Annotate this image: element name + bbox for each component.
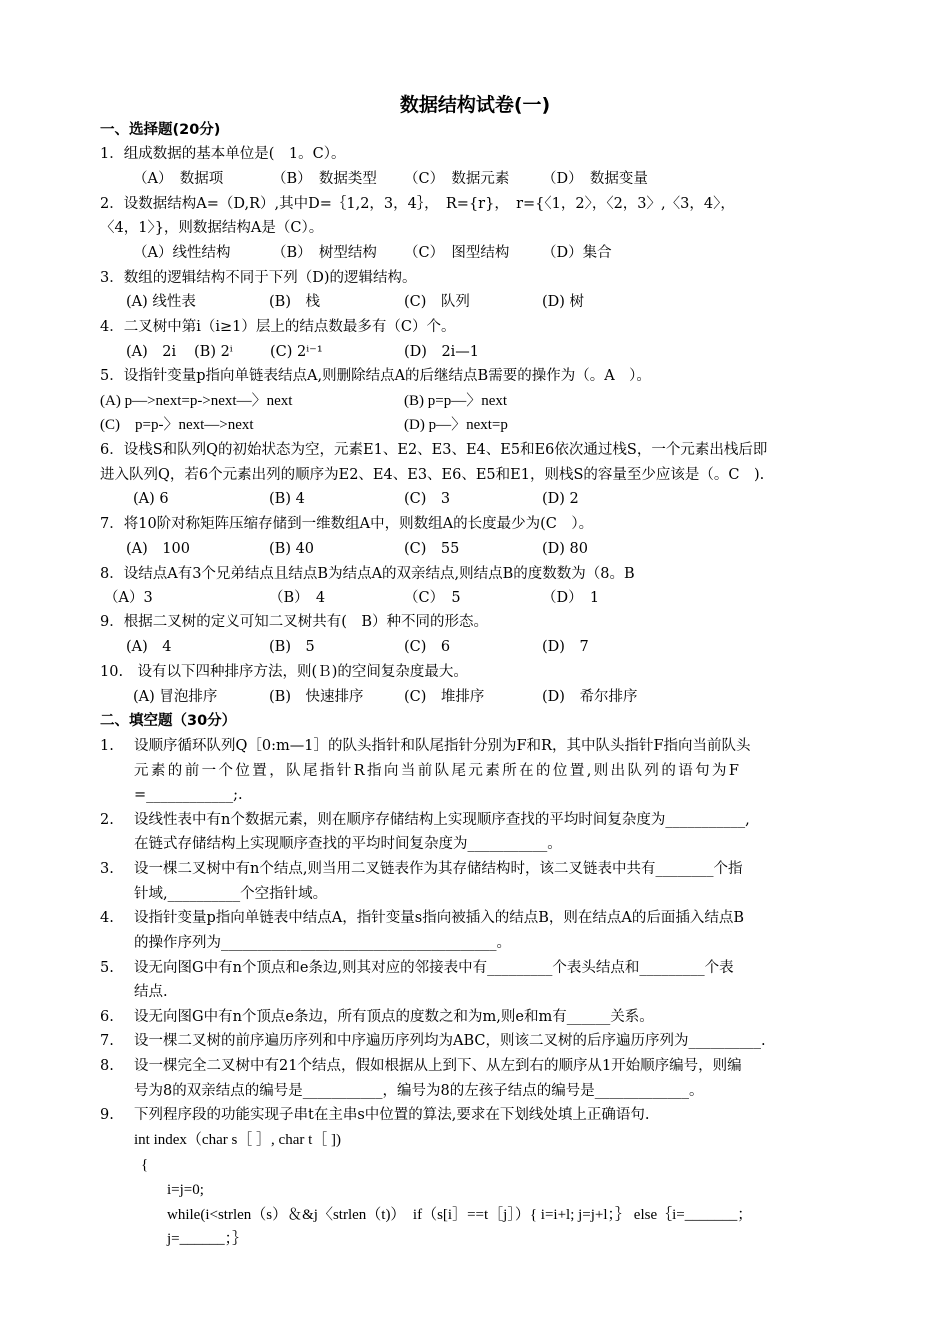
- question-4-option-d: (D) 2i—1: [404, 344, 480, 360]
- question-8-option-d: （D） 1: [542, 590, 600, 606]
- page-title: 数据结构试卷(一): [399, 94, 551, 116]
- question-2-option-c: （C） 图型结构: [404, 245, 510, 261]
- question-1-option-d: （D） 数据变量: [542, 171, 648, 187]
- code-line-while: while(i<strlen（s）＆&j〈strlen（t)） if（s[i］==t［j］）{ i=i+l; j=j+l；｝ else｛i=_______；: [167, 1207, 753, 1223]
- question-1-option-b: （B） 数据类型: [272, 171, 377, 187]
- question-2-option-d: （D）集合: [542, 245, 612, 261]
- question-7-option-b: (B) 40: [269, 541, 315, 557]
- question-1-stem: 1．组成数据的基本单位是( 1。C）。: [100, 146, 346, 162]
- code-line-signature: int index（char s［ ］, char t［ ]): [134, 1132, 342, 1148]
- question-7-option-a: (A) 100: [126, 541, 190, 557]
- question-5-option-b: (B) p=p—〉next: [404, 393, 508, 409]
- fill-3-line-2: 针域,__________个空指针域。: [134, 886, 328, 902]
- question-10-option-b: (B) 快速排序: [269, 689, 364, 705]
- question-10-option-d: (D) 希尔排序: [542, 689, 638, 705]
- question-7-option-d: (D) 80: [542, 541, 588, 557]
- question-4-option-b: (B) 2ⁱ: [194, 344, 233, 360]
- question-3-option-d: (D) 树: [542, 294, 585, 310]
- question-7-stem: 7．将10阶对称矩阵压缩存储到一维数组A中，则数组A的长度最少为(C ）。: [100, 516, 594, 532]
- code-line-open-brace: {: [141, 1157, 149, 1173]
- fill-8-number: 8.: [100, 1058, 114, 1074]
- fill-4-line-2: 的操作序列为______________________________________。: [134, 935, 511, 951]
- question-10-stem: 10. 设有以下四种排序方法，则(Ｂ)的空间复杂度最大。: [100, 664, 468, 680]
- fill-8-line-2: 号为8的双亲结点的编号是___________，编号为8的左孩子结点的编号是_____________。: [134, 1083, 704, 1099]
- question-4-stem: 4．二叉树中第i（i≥1）层上的结点数最多有（C）个。: [100, 319, 456, 335]
- fill-1-line-1: 设顺序循环队列Q［0:m—1］的队头指针和队尾指针分别为F和R，其中队头指针F指向当前队头: [134, 738, 751, 754]
- question-5-option-c: (C) p=p-〉next—>next: [100, 417, 254, 433]
- question-1-option-a: （A） 数据项: [133, 171, 224, 187]
- question-9-option-b: (B) 5: [269, 639, 315, 655]
- question-9-option-d: (D) 7: [542, 639, 589, 655]
- question-3-option-c: (C) 队列: [404, 294, 470, 310]
- fill-2-number: 2.: [100, 812, 114, 828]
- fill-5-line-1: 设无向图G中有n个顶点和e条边,则其对应的邻接表中有_________个表头结点和_________个表: [134, 960, 734, 976]
- fill-section-header: 二、填空题（30分）: [100, 713, 237, 729]
- question-5-stem: 5．设指针变量p指向单链表结点A,则删除结点A的后继结点B需要的操作为（。A ）。: [100, 368, 651, 384]
- question-8-option-c: （C） 5: [404, 590, 461, 606]
- code-line-else-j: j=______；｝: [167, 1231, 248, 1247]
- question-2-option-b: （B） 树型结构: [272, 245, 377, 261]
- question-4-option-c: (C) 2ⁱ⁻¹: [270, 344, 323, 360]
- question-8-option-b: （B） 4: [269, 590, 326, 606]
- question-6-option-c: (C) 3: [404, 491, 451, 507]
- fill-4-number: 4.: [100, 910, 114, 926]
- question-8-option-a: （A）3: [104, 590, 153, 606]
- question-9-stem: 9．根据二叉树的定义可知二叉树共有( B）种不同的形态。: [100, 614, 489, 630]
- question-2-option-a: （A）线性结构: [133, 245, 231, 261]
- question-2-stem-cont: 〈4，1〉}，则数据结构A是（C）。: [100, 220, 324, 236]
- question-8-stem: 8．设结点A有3个兄弟结点且结点B为结点A的双亲结点,则结点B的度数数为（8。B: [100, 566, 635, 582]
- fill-5-number: 5.: [100, 960, 114, 976]
- fill-7-number: 7.: [100, 1033, 114, 1049]
- question-6-stem-cont: 进入队列Q，若6个元素出列的顺序为E2、E4、E3、E6、E5和E1，则栈S的容量至少应该是（。C ).: [100, 467, 765, 483]
- question-6-option-d: (D) 2: [542, 491, 579, 507]
- question-9-option-c: (C) 6: [404, 639, 451, 655]
- fill-1-line-2: 元素的前一个位置，队尾指针R指向当前队尾元素所在的位置,则出队列的语句为F: [134, 763, 742, 779]
- fill-1-line-3: =____________;.: [134, 787, 243, 803]
- question-6-stem: 6．设栈S和队列Q的初始状态为空，元素E1、E2、E3、E4、E5和E6依次通过栈S，一个元素出栈后即: [100, 442, 768, 458]
- question-2-stem: 2．设数据结构A=（D,R）,其中D=｛1,2，3，4｝， R={r}， r={〈1，2〉，〈2，3〉,〈3，4〉，: [100, 196, 735, 212]
- fill-2-line-2: 在链式存储结构上实现顺序查找的平均时间复杂度为___________。: [134, 836, 562, 852]
- question-3-stem: 3．数组的逻辑结构不同于下列（D)的逻辑结构。: [100, 270, 417, 286]
- fill-6-number: 6.: [100, 1009, 114, 1025]
- fill-9-number: 9.: [100, 1107, 114, 1123]
- question-3-option-b: (B) 栈: [269, 294, 320, 310]
- question-9-option-a: (A) 4: [126, 639, 172, 655]
- question-1-option-c: （C） 数据元素: [404, 171, 510, 187]
- fill-2-line-1: 设线性表中有n个数据元素，则在顺序存储结构上实现顺序查找的平均时间复杂度为___________,: [134, 812, 750, 828]
- fill-3-number: 3.: [100, 861, 114, 877]
- question-5-option-d: (D) p—〉next=p: [404, 417, 508, 433]
- fill-7-line-1: 设一棵二叉树的前序遍历序列和中序遍历序列均为ABC，则该二叉树的后序遍历序列为__________.: [134, 1033, 766, 1049]
- fill-3-line-1: 设一棵二叉树中有n个结点,则当用二叉链表作为其存储结构时，该二叉链表中共有________个指: [134, 861, 743, 877]
- fill-9-line-1: 下列程序段的功能实现子串t在主串s中位置的算法,要求在下划线处填上正确语句.: [134, 1107, 650, 1123]
- question-5-option-a: (A) p—>next=p->next—〉next: [100, 393, 293, 409]
- question-4-option-a: (A) 2i: [126, 344, 177, 360]
- question-6-option-a: (A) 6: [133, 491, 169, 507]
- question-7-option-c: (C) 55: [404, 541, 460, 557]
- fill-4-line-1: 设指针变量p指向单链表中结点A，指针变量s指向被插入的结点B，则在结点A的后面插入结点B: [134, 910, 744, 926]
- fill-6-line-1: 设无向图G中有n个顶点e条边，所有顶点的度数之和为m,则e和m有______关系。: [134, 1009, 654, 1025]
- code-line-init: i=j=0;: [167, 1182, 204, 1198]
- fill-8-line-1: 设一棵完全二叉树中有21个结点，假如根据从上到下、从左到右的顺序从1开始顺序编号，则编: [134, 1058, 742, 1074]
- question-10-option-c: (C) 堆排序: [404, 689, 485, 705]
- question-10-option-a: (A) 冒泡排序: [133, 689, 218, 705]
- question-6-option-b: (B) 4: [269, 491, 305, 507]
- fill-5-line-2: 结点.: [134, 984, 168, 1000]
- choice-section-header: 一、选择题(20分): [100, 122, 221, 138]
- fill-1-number: 1.: [100, 738, 114, 754]
- question-3-option-a: (A) 线性表: [126, 294, 196, 310]
